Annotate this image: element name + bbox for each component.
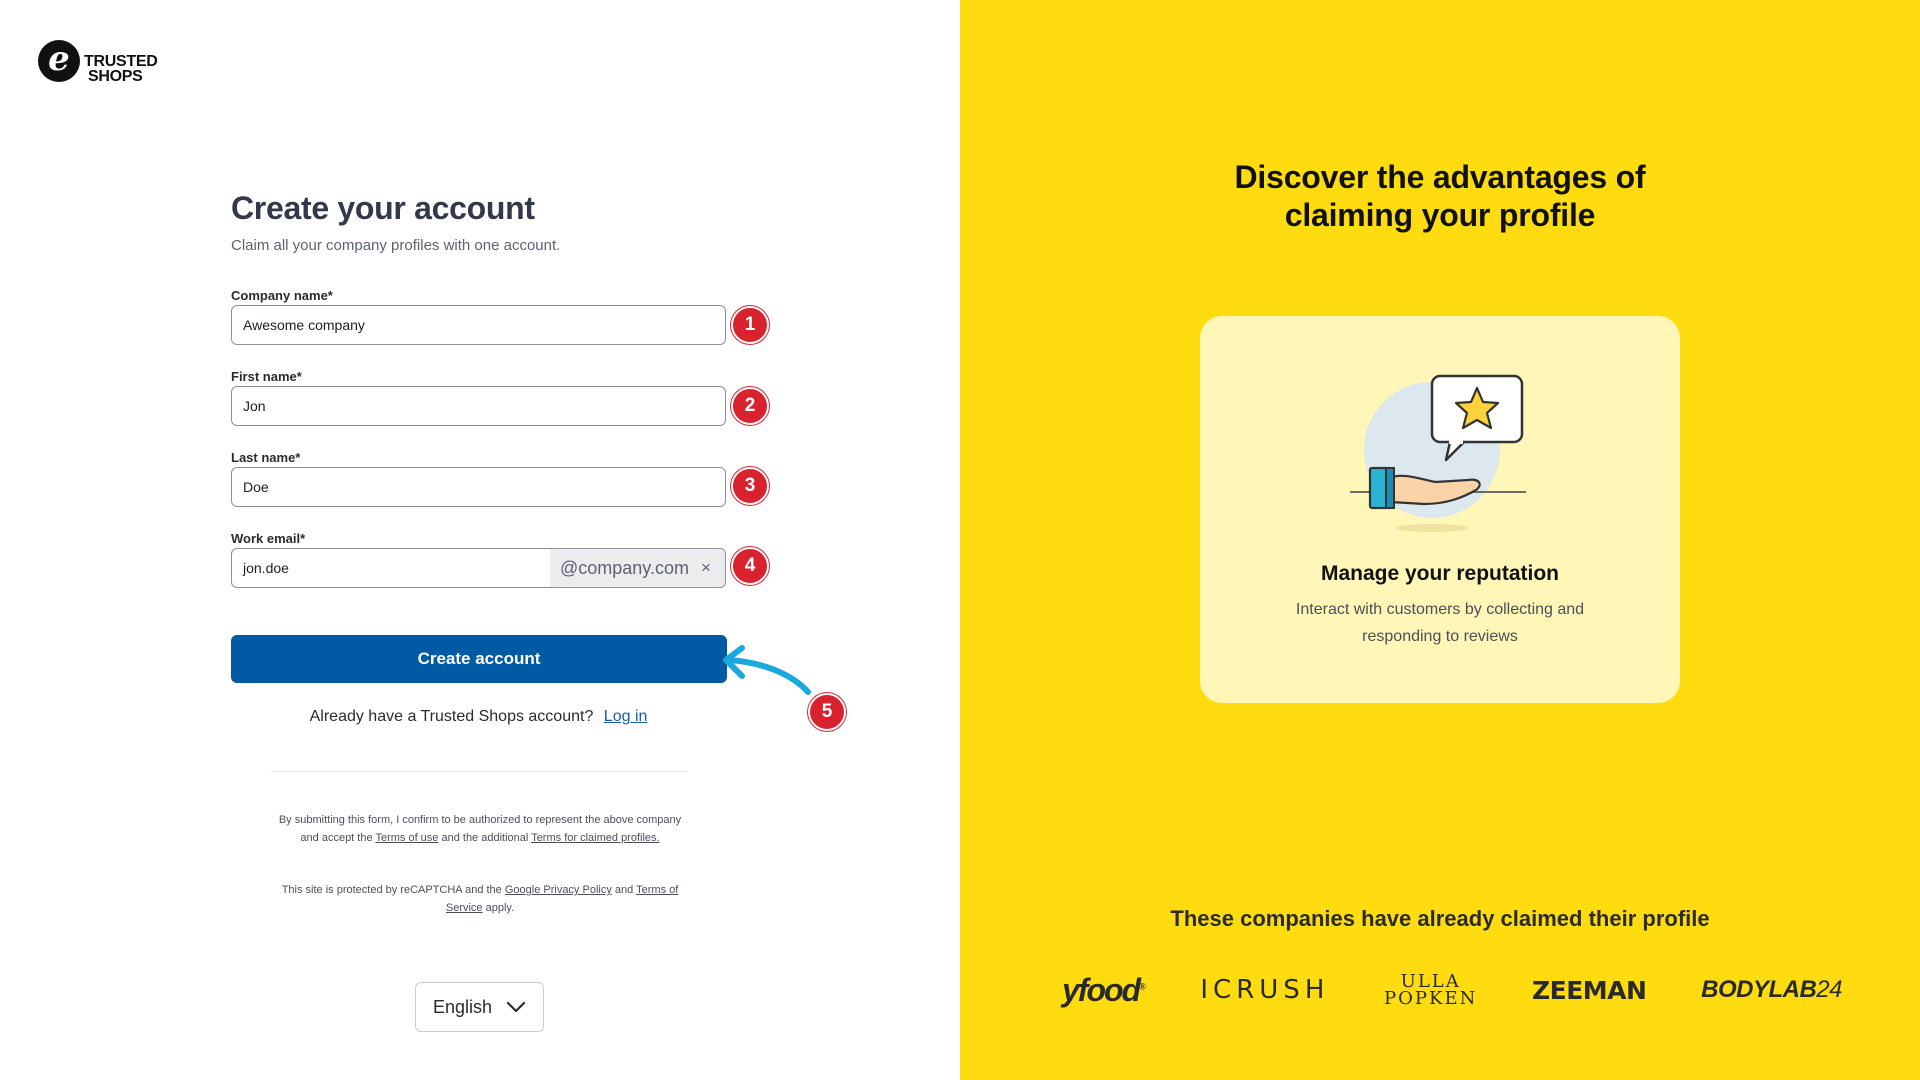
trusted-shops-e-icon: e <box>38 40 80 82</box>
last-name-input[interactable] <box>231 467 726 507</box>
terms-of-service-link[interactable]: Terms of Service <box>445 884 679 914</box>
first-name-field <box>231 368 756 416</box>
trusted-shops-logo[interactable] <box>38 38 157 84</box>
login-prompt <box>231 708 726 726</box>
first-name-label: First name* <box>231 369 302 384</box>
email-domain-text: @company.com <box>560 557 689 578</box>
terms-consent-text: By submitting this form, I confirm to be authorized to represent the above company and accept the Terms of use and the additional Terms for claimed profiles. <box>278 814 682 844</box>
companies-heading: These companies have already claimed their profile <box>1170 906 1710 931</box>
company-logos <box>1062 966 1842 1014</box>
company-name-input[interactable] <box>231 305 726 345</box>
icrush-logo: ICRUSH <box>1200 975 1330 1005</box>
work-email-input[interactable] <box>231 548 726 588</box>
benefit-card <box>1200 316 1680 703</box>
logo-wordmark: TRUSTED SHOPS <box>84 53 158 85</box>
terms-of-use-link[interactable]: Terms of use <box>375 832 439 844</box>
signup-form <box>231 190 756 725</box>
company-name-label: Company name* <box>231 288 333 303</box>
login-prompt-text: Already have a Trusted Shops account? <box>309 708 594 725</box>
ulla-popken-logo: ULLA POPKEN <box>1384 971 1478 1009</box>
create-account-button[interactable]: Create account <box>231 635 727 683</box>
bodylab24-logo: BODYLAB24 <box>1701 976 1842 1003</box>
step-badge-1: 1 <box>731 306 769 344</box>
promo-panel <box>960 0 1920 1080</box>
first-name-input[interactable] <box>231 386 726 426</box>
page-subtitle: Claim all your company profiles with one account. <box>231 237 561 254</box>
recaptcha-notice: This site is protected by reCAPTCHA and the Google Privacy Policy and Terms of Service apply. <box>281 884 679 914</box>
first-name-value: Jon <box>243 398 266 414</box>
page-title: Create your account <box>231 190 535 226</box>
zeeman-logo: ZEEMAN <box>1532 975 1647 1005</box>
clear-icon[interactable]: × <box>700 558 711 577</box>
step-badge-4: 4 <box>731 547 769 585</box>
step-badge-3: 3 <box>731 467 769 505</box>
last-name-field <box>231 449 756 496</box>
promo-heading: Discover the advantages of claiming your profile <box>1234 159 1646 233</box>
yfood-logo: yfood® <box>1062 971 1146 1008</box>
step-badge-5: 5 <box>808 693 846 731</box>
card-description: Interact with customers by collecting and responding to reviews <box>1295 601 1585 645</box>
language-select[interactable] <box>415 982 544 1032</box>
email-domain-suffix <box>550 549 725 587</box>
card-title: Manage your reputation <box>1320 562 1560 585</box>
terms-claimed-profiles-link[interactable]: Terms for claimed profiles. <box>531 832 660 844</box>
login-link[interactable]: Log in <box>603 708 648 725</box>
last-name-label: Last name* <box>231 450 301 465</box>
divider <box>271 771 688 772</box>
reputation-hand-star-icon <box>1350 368 1530 538</box>
work-email-label: Work email* <box>231 531 306 546</box>
work-email-value: jon.doe <box>243 560 289 576</box>
step-badge-2: 2 <box>731 387 769 425</box>
company-name-value: Awesome company <box>243 317 365 333</box>
language-selected: English <box>432 996 493 1017</box>
last-name-value: Doe <box>243 479 269 495</box>
company-name-field <box>231 287 756 335</box>
work-email-field <box>231 530 756 578</box>
chevron-down-icon <box>506 1001 526 1013</box>
google-privacy-policy-link[interactable]: Google Privacy Policy <box>504 884 612 896</box>
